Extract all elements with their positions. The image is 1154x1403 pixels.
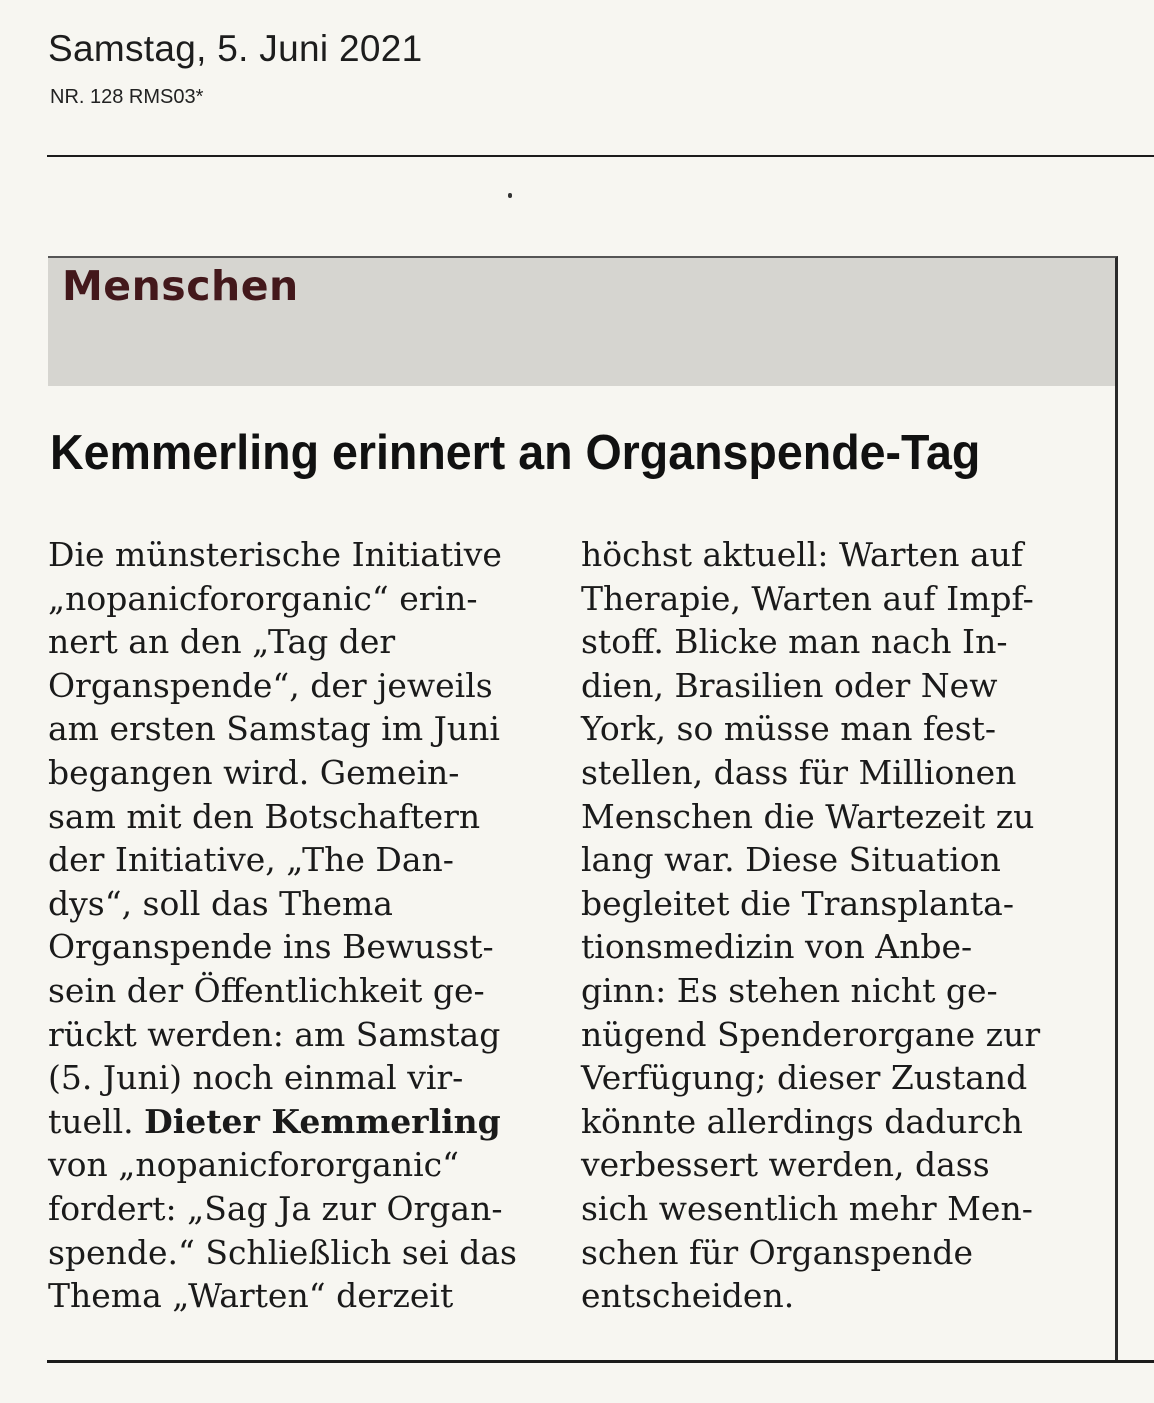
text-line: sam mit den Botschaftern [48,796,481,836]
text-line: der Initiative, „The Dan- [48,840,454,880]
print-speck [508,193,512,198]
text-line: Organspende“, der jeweils [48,665,493,705]
article-column-right [581,533,1040,1318]
text-line: von „nopanicfororganic“ [48,1145,460,1185]
text-line: begleitet die Transplanta- [581,883,1014,923]
text-line: ginn: Es stehen nicht ge- [581,970,998,1010]
text-line: fordert: „Sag Ja zur Organ- [48,1188,503,1228]
text-line: dien, Brasilien oder New [581,665,998,705]
text-line: höchst aktuell: Warten auf [581,535,1024,574]
text-line: am ersten Samstag im Juni [48,709,500,749]
text-line: verbessert werden, dass [581,1145,990,1185]
text-line: entscheiden. [581,1276,795,1316]
text-line: sich wesentlich mehr Men- [581,1188,1033,1228]
text-line: Verfügung; dieser Zustand [581,1058,1028,1098]
text-line: Menschen die Wartezeit zu [581,796,1035,836]
text-line-start: tuell. [48,1101,145,1141]
article-column-left [48,533,517,1318]
text-line: lang war. Diese Situation [581,840,1001,880]
top-divider [47,155,1154,157]
bottom-divider [47,1360,1154,1363]
text-line: könnte allerdings dadurch [581,1101,1023,1141]
text-line: stellen, dass für Millionen [581,752,1017,792]
text-line: stoff. Blicke man nach In- [581,622,1008,662]
article-headline: Kemmerling erinnert an Organspende-Tag [50,426,981,480]
text-line: sein der Öffentlichkeit ge- [48,970,485,1010]
publication-date: Samstag, 5. Juni 2021 [48,28,423,69]
text-line: rückt werden: am Samstag [48,1014,501,1054]
section-label: Menschen [62,262,299,310]
edition-number: NR. 128 RMS03* [50,86,204,108]
text-line: Thema „Warten“ derzeit [48,1276,454,1316]
person-name: Dieter Kemmerling [144,1101,501,1141]
text-line: Therapie, Warten auf Impf- [581,578,1034,618]
text-line: (5. Juni) noch einmal vir- [48,1058,464,1098]
text-line: nert an den „Tag der [48,622,396,662]
text-line: schen für Organspende [581,1232,974,1272]
text-line: spende.“ Schließlich sei das [48,1232,517,1272]
text-line: Organspende ins Bewusst- [48,927,494,967]
text-line: „nopanicfororganic“ erin- [48,578,478,618]
text-line: nügend Spenderorgane zur [581,1014,1041,1054]
text-line-with-name [48,1100,517,1144]
text-line: tionsmedizin von Anbe- [581,927,973,967]
text-line: begangen wird. Gemein- [48,752,460,792]
text-line: York, so müsse man fest- [581,709,997,749]
text-line: dys“, soll das Thema [48,883,393,923]
text-line: Die münsterische Initiative [48,535,502,574]
